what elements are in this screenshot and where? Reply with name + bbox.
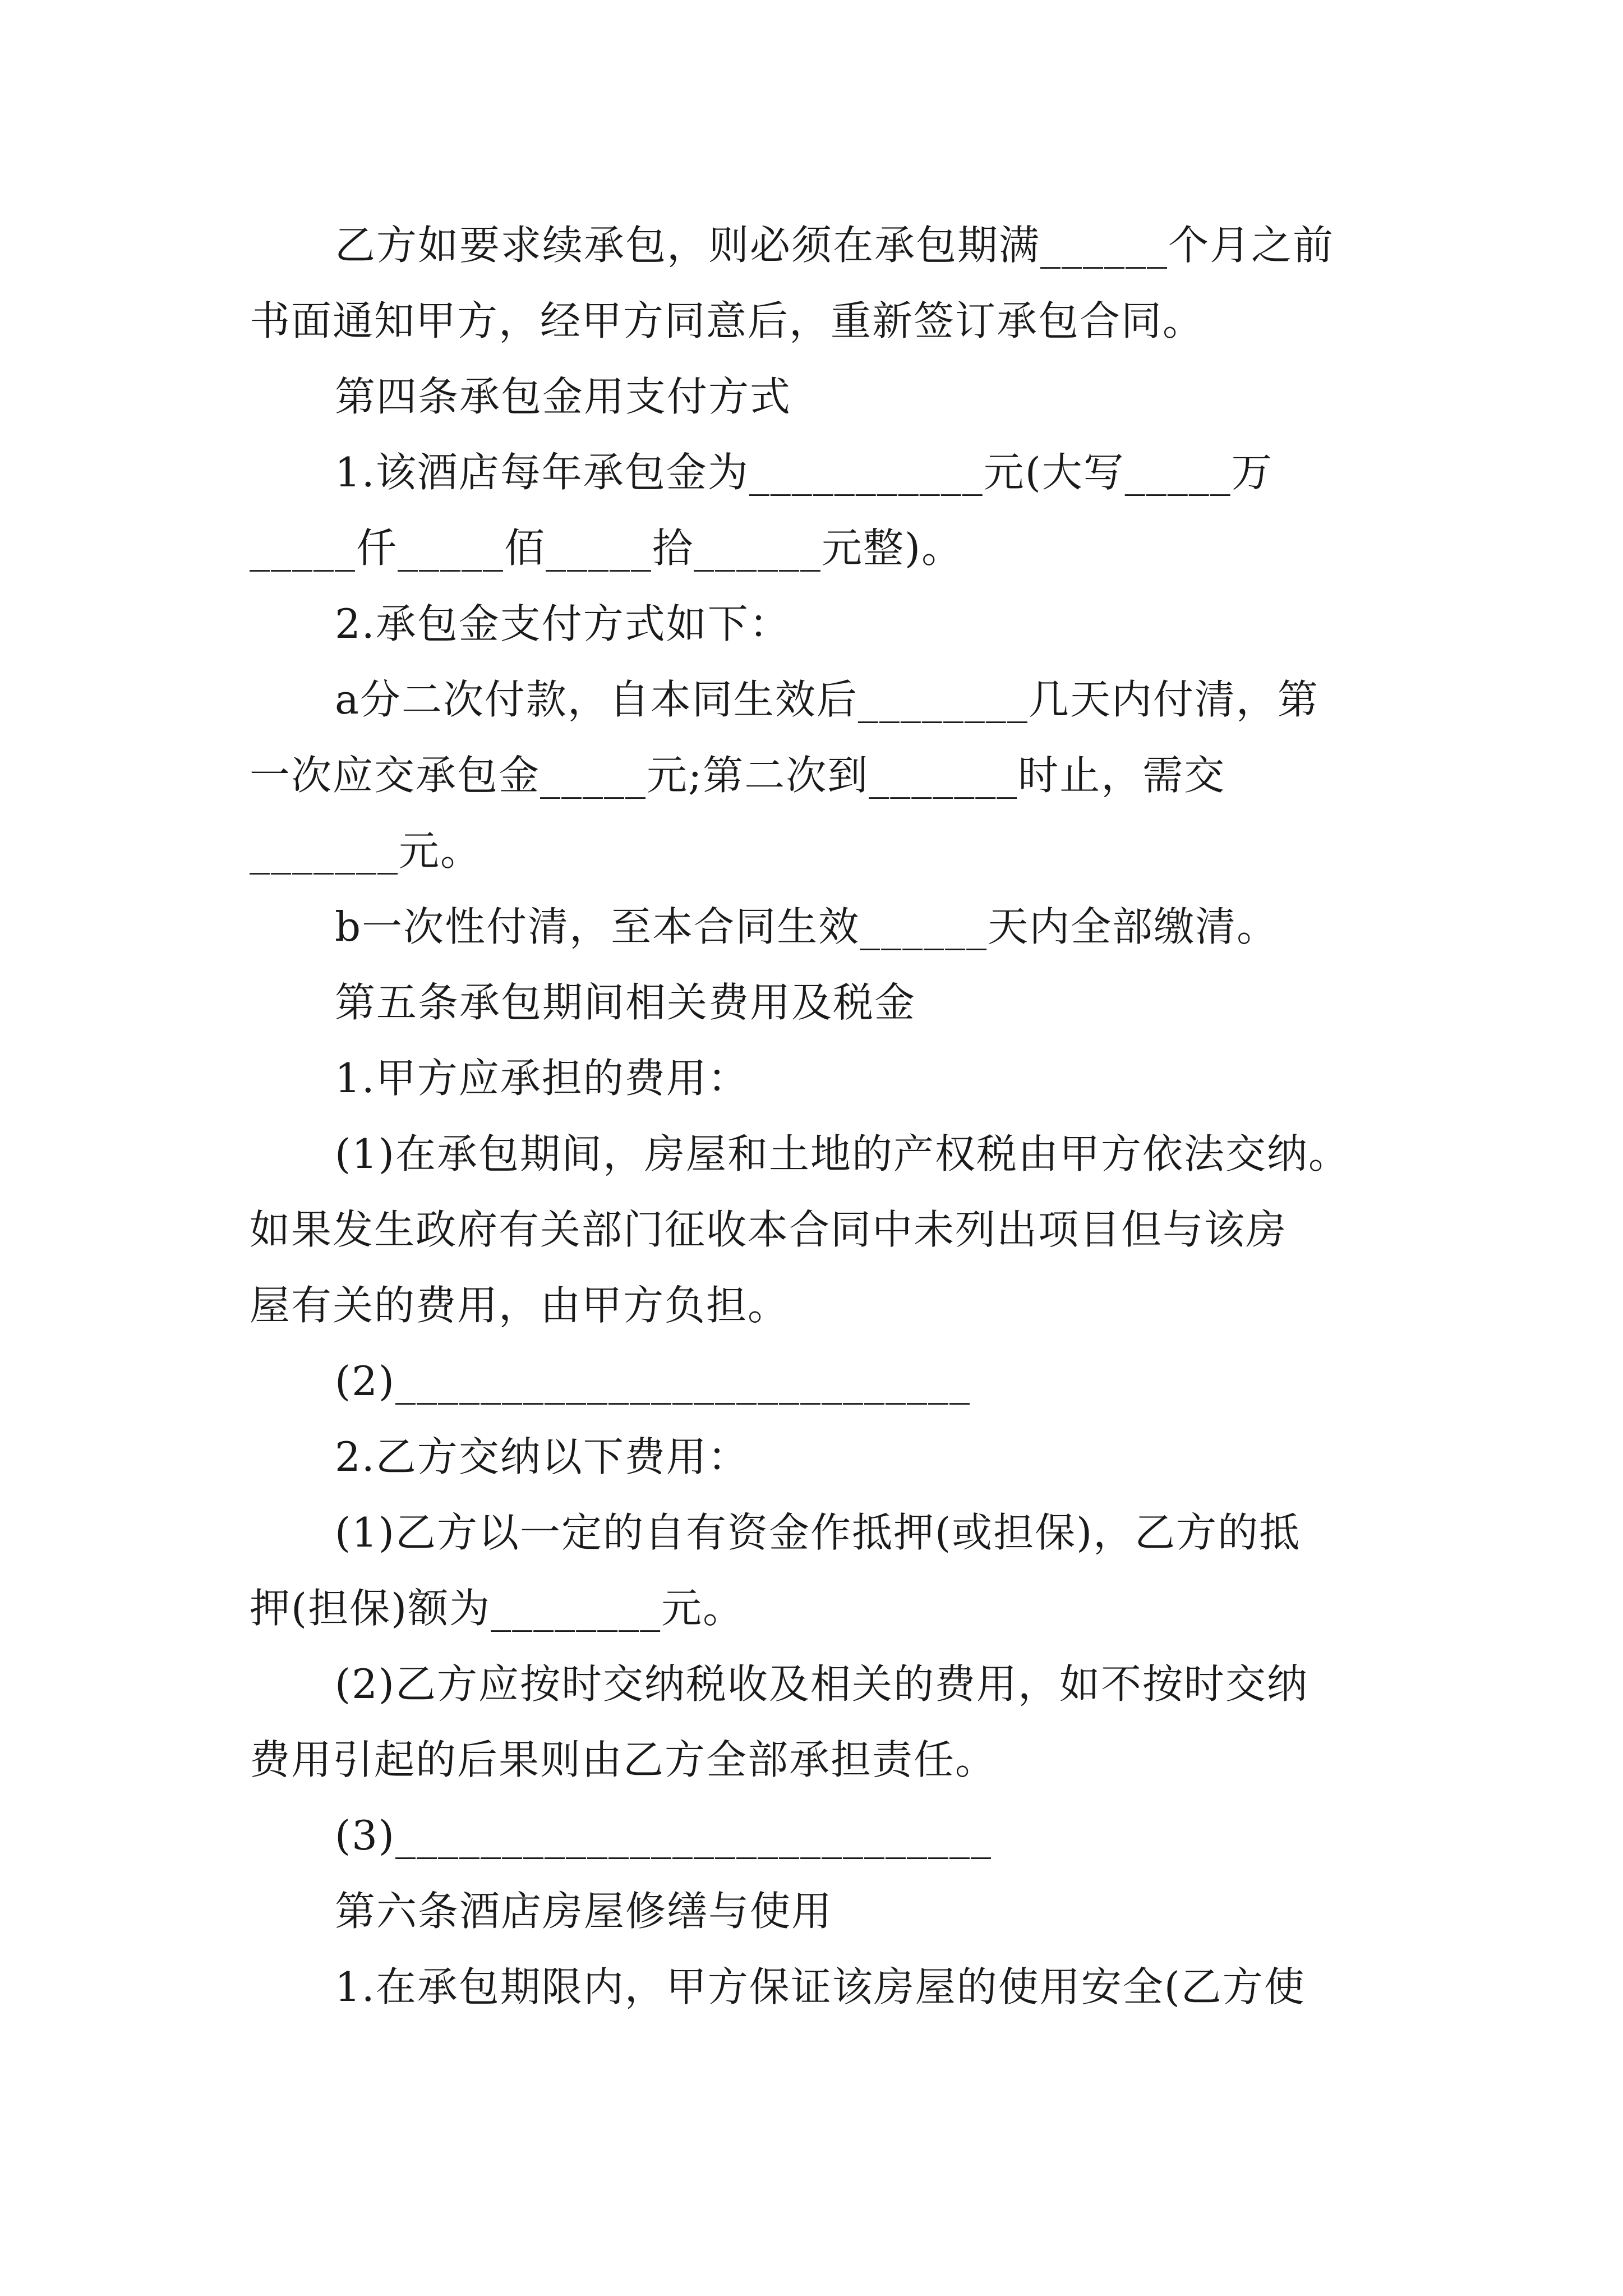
- clause-blank-2: (2)___________________________: [335, 1358, 971, 1405]
- clause-property-tax-end: 屋有关的费用，由甲方负担。: [250, 1282, 790, 1329]
- article-heading-6: 第六条酒店房屋修缮与使用: [335, 1888, 833, 1935]
- paragraph-line-renewal-notice: 乙方如要求续承包，则必须在承包期满______个月之前: [335, 222, 1335, 269]
- clause-blank-3: (3)____________________________: [335, 1812, 992, 1859]
- article-heading-5: 第五条承包期间相关费用及税金: [335, 979, 916, 1026]
- paragraph-line-renewal-notice-cont: 书面通知甲方，经甲方同意后，重新签订承包合同。: [250, 297, 1205, 344]
- clause-installment-a: a分二次付款，自本同生效后________几天内付清，第: [335, 676, 1319, 723]
- clause-party-b-fees: 2.乙方交纳以下费用：: [335, 1433, 749, 1480]
- clause-property-tax: (1)在承包期间，房屋和土地的产权税由甲方依法交纳。: [335, 1130, 1350, 1177]
- clause-property-tax-cont: 如果发生政府有关部门征收本合同中未列出项目但与该房: [250, 1206, 1288, 1253]
- clause-tax-payment-cont: 费用引起的后果则由乙方全部承担责任。: [250, 1736, 997, 1783]
- clause-lump-sum-b: b一次性付清，至本合同生效______天内全部缴清。: [335, 903, 1279, 950]
- clause-installment-a-cont: 一次应交承包金_____元;第二次到_______时止，需交: [250, 752, 1226, 799]
- clause-annual-fee: 1.该酒店每年承包金为___________元(大写_____万: [335, 449, 1273, 496]
- clause-payment-method: 2.承包金支付方式如下：: [335, 600, 791, 647]
- clause-deposit: (1)乙方以一定的自有资金作抵押(或担保)，乙方的抵: [335, 1509, 1301, 1556]
- clause-installment-a-end: _______元。: [250, 827, 482, 875]
- clause-deposit-cont: 押(担保)额为________元。: [250, 1585, 745, 1632]
- clause-tax-payment: (2)乙方应按时交纳税收及相关的费用，如不按时交纳: [335, 1660, 1308, 1708]
- clause-annual-fee-cont: _____仟_____佰_____拾______元整)。: [250, 524, 963, 572]
- clause-party-a-fees: 1.甲方应承担的费用：: [335, 1055, 749, 1102]
- article-heading-4: 第四条承包金用支付方式: [335, 373, 792, 420]
- clause-repair-safety: 1.在承包期限内，甲方保证该房屋的使用安全(乙方使: [335, 1963, 1306, 2010]
